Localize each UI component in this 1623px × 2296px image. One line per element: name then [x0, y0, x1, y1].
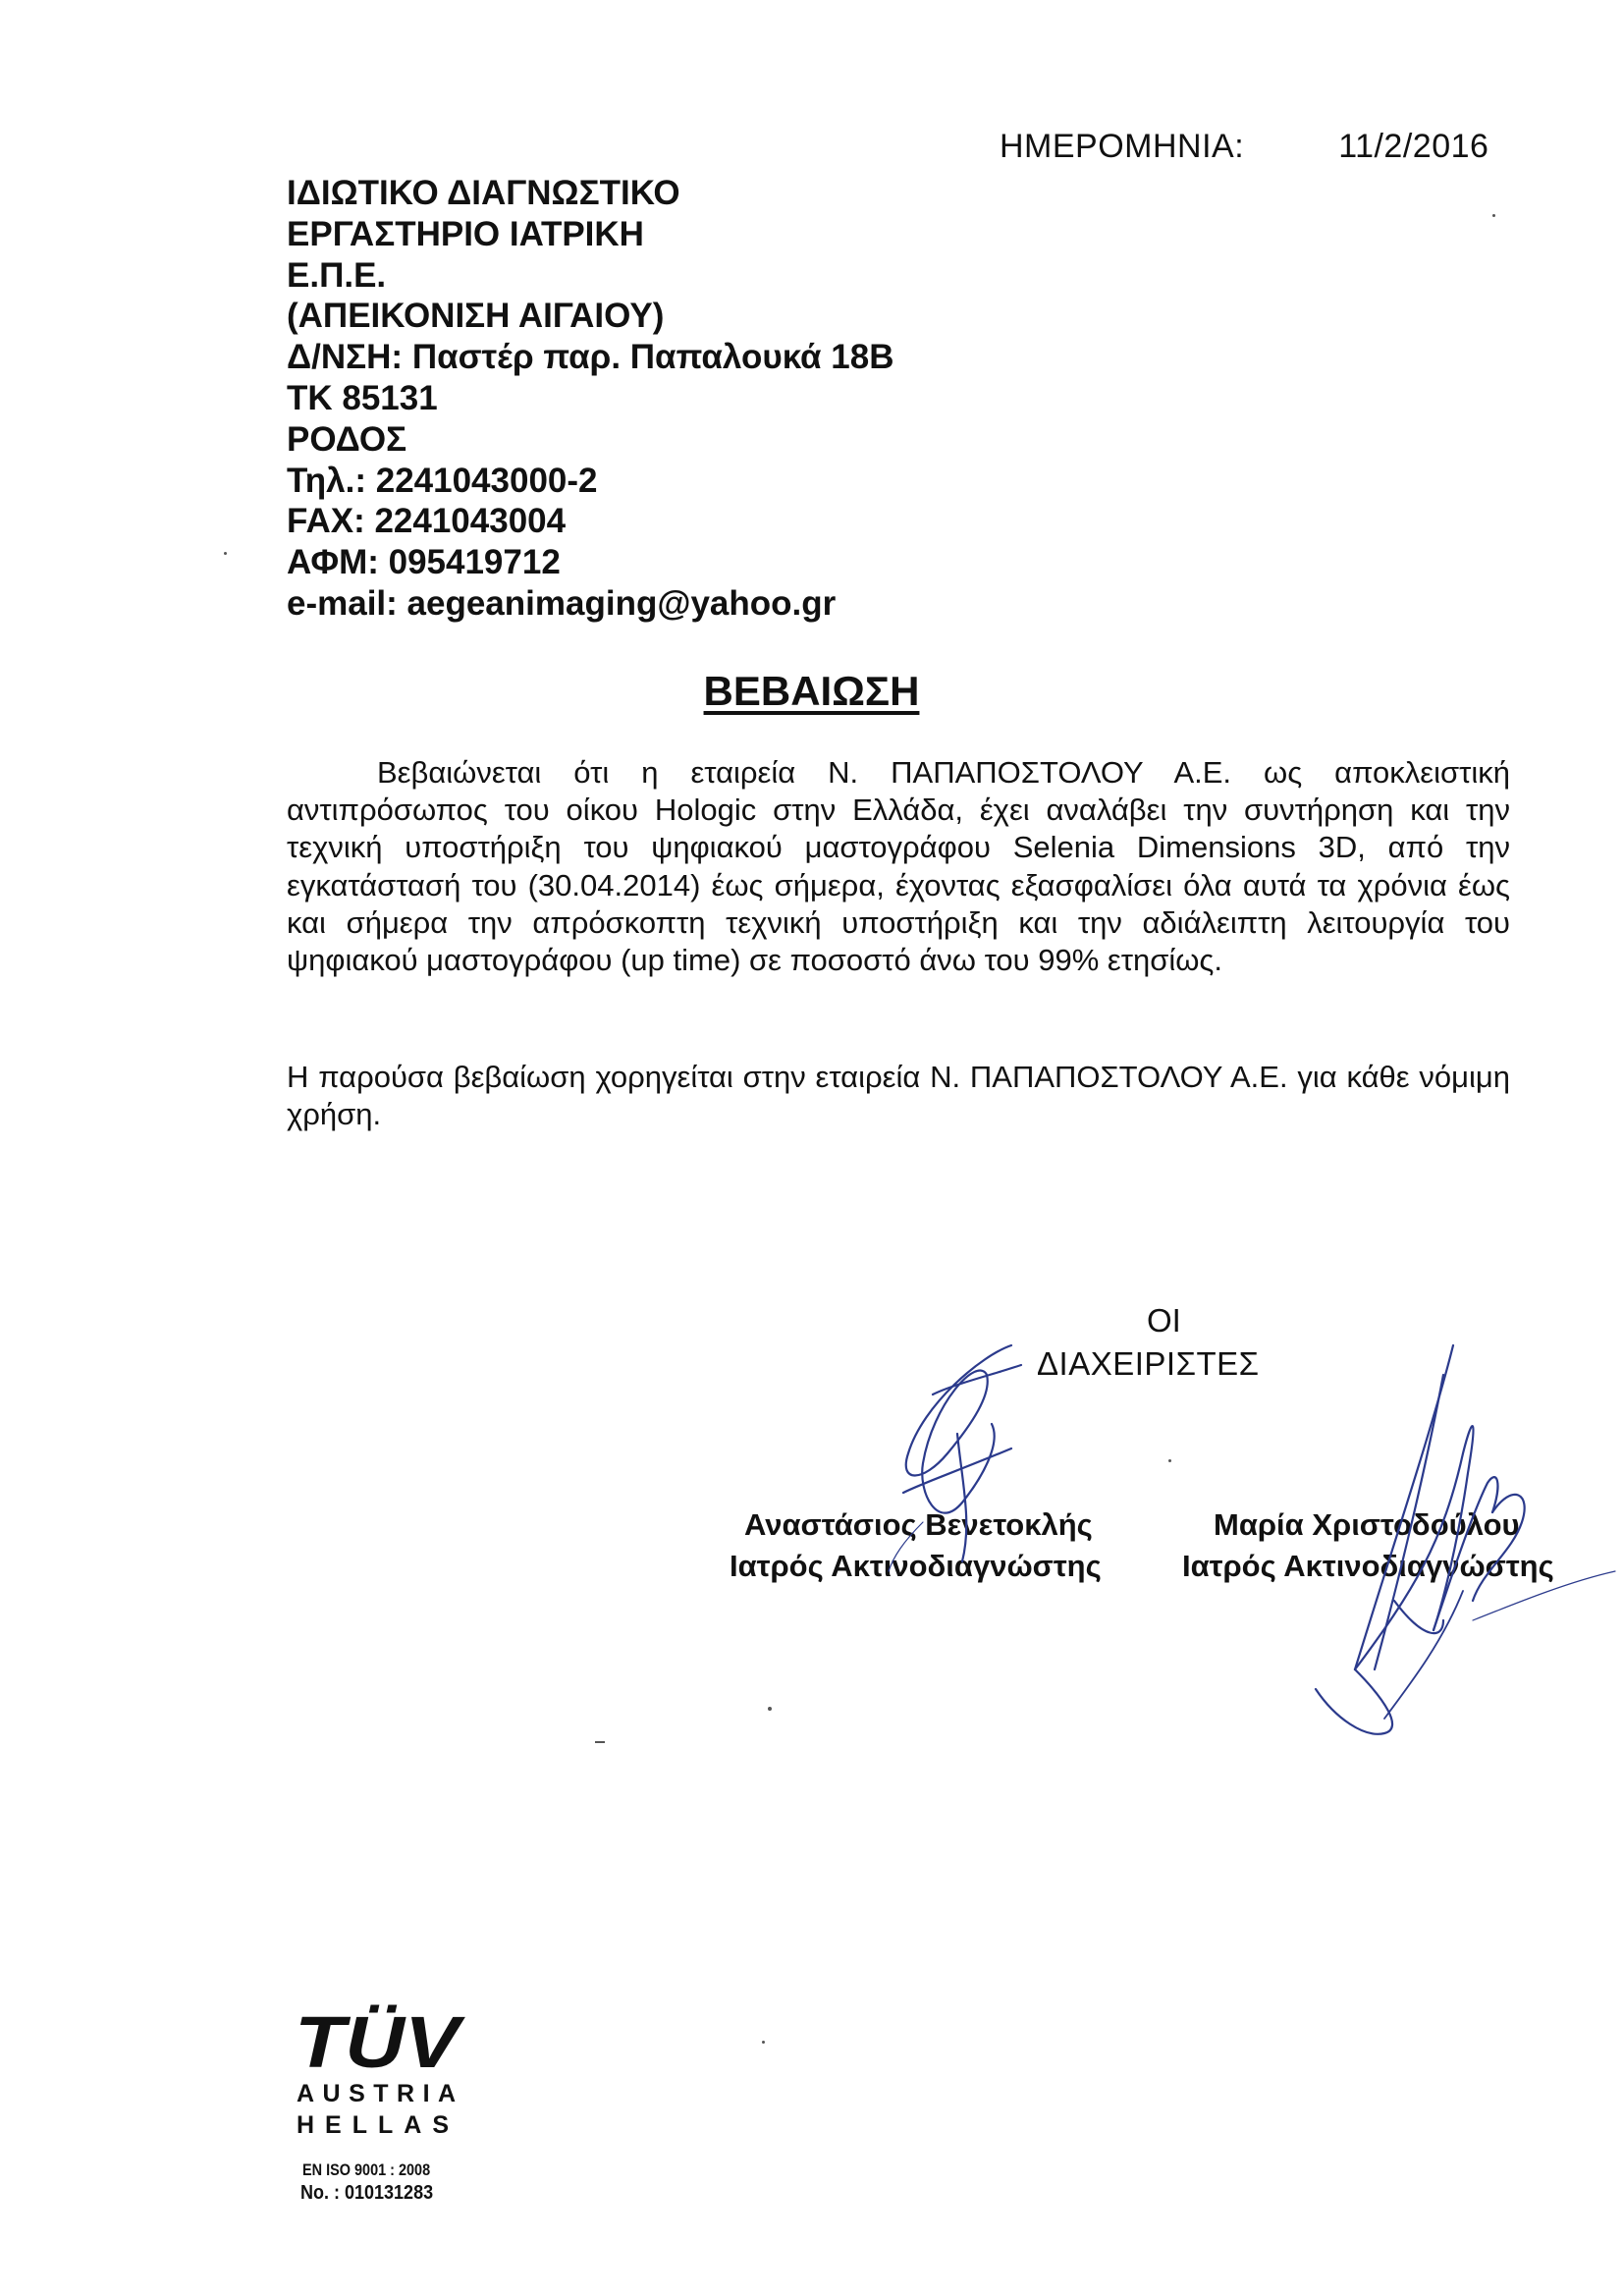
body-paragraph-2: Η παρούσα βεβαίωση χορηγείται στην εταιρεία Ν. ΠΑΠΑΠΟΣΤΟΛΟΥ Α.Ε. για κάθε νόμιμη χρήση. [287, 1060, 1510, 1132]
document-date [1000, 128, 1488, 166]
sender-fax: FAX: 2241043004 [287, 502, 567, 541]
sender-vat: ΑΦΜ: 095419712 [287, 543, 561, 582]
sender-line: (ΑΠΕΙΚΟΝΙΣΗ ΑΙΓΑΙΟΥ) [287, 297, 665, 336]
sender-line: ΕΡΓΑΣΤΗΡΙΟ ΙΑΤΡΙΚΗ [287, 214, 644, 253]
certificate-number-text: No. : 010131283 [300, 2182, 434, 2204]
scan-speck [1492, 214, 1495, 217]
tuv-logo-icon [0, 2003, 1623, 2082]
scan-speck [224, 552, 227, 555]
signature-1-icon [864, 1336, 1060, 1581]
tuv-austria-text: AUSTRIA [297, 2080, 464, 2107]
sender-postcode: ΤΚ 85131 [287, 378, 438, 417]
signature-2-icon [1247, 1345, 1620, 1738]
scan-speck [768, 1707, 772, 1711]
sender-city: ΡΟΔΟΣ [287, 419, 407, 459]
signatory-2-name: Μαρία Χριστοδούλου [1214, 1507, 1520, 1542]
sender-line: ΙΔΙΩΤΙΚΟ ΔΙΑΓΝΩΣΤΙΚΟ [287, 174, 680, 212]
sender-email: e-mail: aegeanimaging@yahoo.gr [287, 583, 837, 623]
managers-heading-line2: ΔΙΑΧΕΙΡΙΣΤΕΣ [1037, 1345, 1260, 1382]
signatory-2-role: Ιατρός Ακτινοδιαγνώστης [1182, 1549, 1554, 1583]
date-value: 11/2/2016 [1338, 128, 1489, 165]
body-paragraph-1: Βεβαιώνεται ότι η εταιρεία Ν. ΠΑΠΑΠΟΣΤΟΛΟΥ Α.Ε. ως αποκλειστική αντιπρόσωπος του οίκου Hologic στην Ελλάδα, έχει αναλάβει την συντήρηση και την τεχνική υποστήριξη του ψηφιακού μαστογράφου Selenia Dimensions 3D, από την εγκατάστασή του (30.04.2014) έως σήμερα, έχοντας εξασφαλίσει όλα αυτά τα χρόνια έως και σήμερα την απρόσκοπτη τεχνική υποστήριξη και την αδιάλειπτη λειτουργία του ψηφιακού μαστογράφου (up time) σε ποσοστό άνω του 99% ετησίως. [287, 755, 1510, 978]
sender-line: Ε.Π.Ε. [287, 255, 387, 295]
iso-standard-text: EN ISO 9001 : 2008 [302, 2160, 431, 2179]
sender-header [287, 173, 894, 625]
document-title: ΒΕΒΑΙΩΣΗ [703, 668, 920, 714]
date-label: ΗΜΕΡΟΜΗΝΙΑ: [1000, 128, 1245, 165]
signatory-1-name: Αναστάσιος Βενετοκλής [744, 1507, 1093, 1542]
tuv-logo-text: TÜV [295, 2003, 466, 2082]
signatory-1-role: Ιατρός Ακτινοδιαγνώστης [730, 1549, 1102, 1583]
managers-heading-line1: ΟΙ [1147, 1302, 1181, 1339]
tuv-hellas-text: HELLAS [297, 2111, 460, 2139]
sender-phone: Τηλ.: 2241043000-2 [287, 461, 598, 500]
scan-speck [595, 1741, 605, 1743]
scan-speck [1168, 1459, 1171, 1462]
sender-address: Δ/ΝΣΗ: Παστέρ παρ. Παπαλουκά 18Β [287, 338, 894, 377]
